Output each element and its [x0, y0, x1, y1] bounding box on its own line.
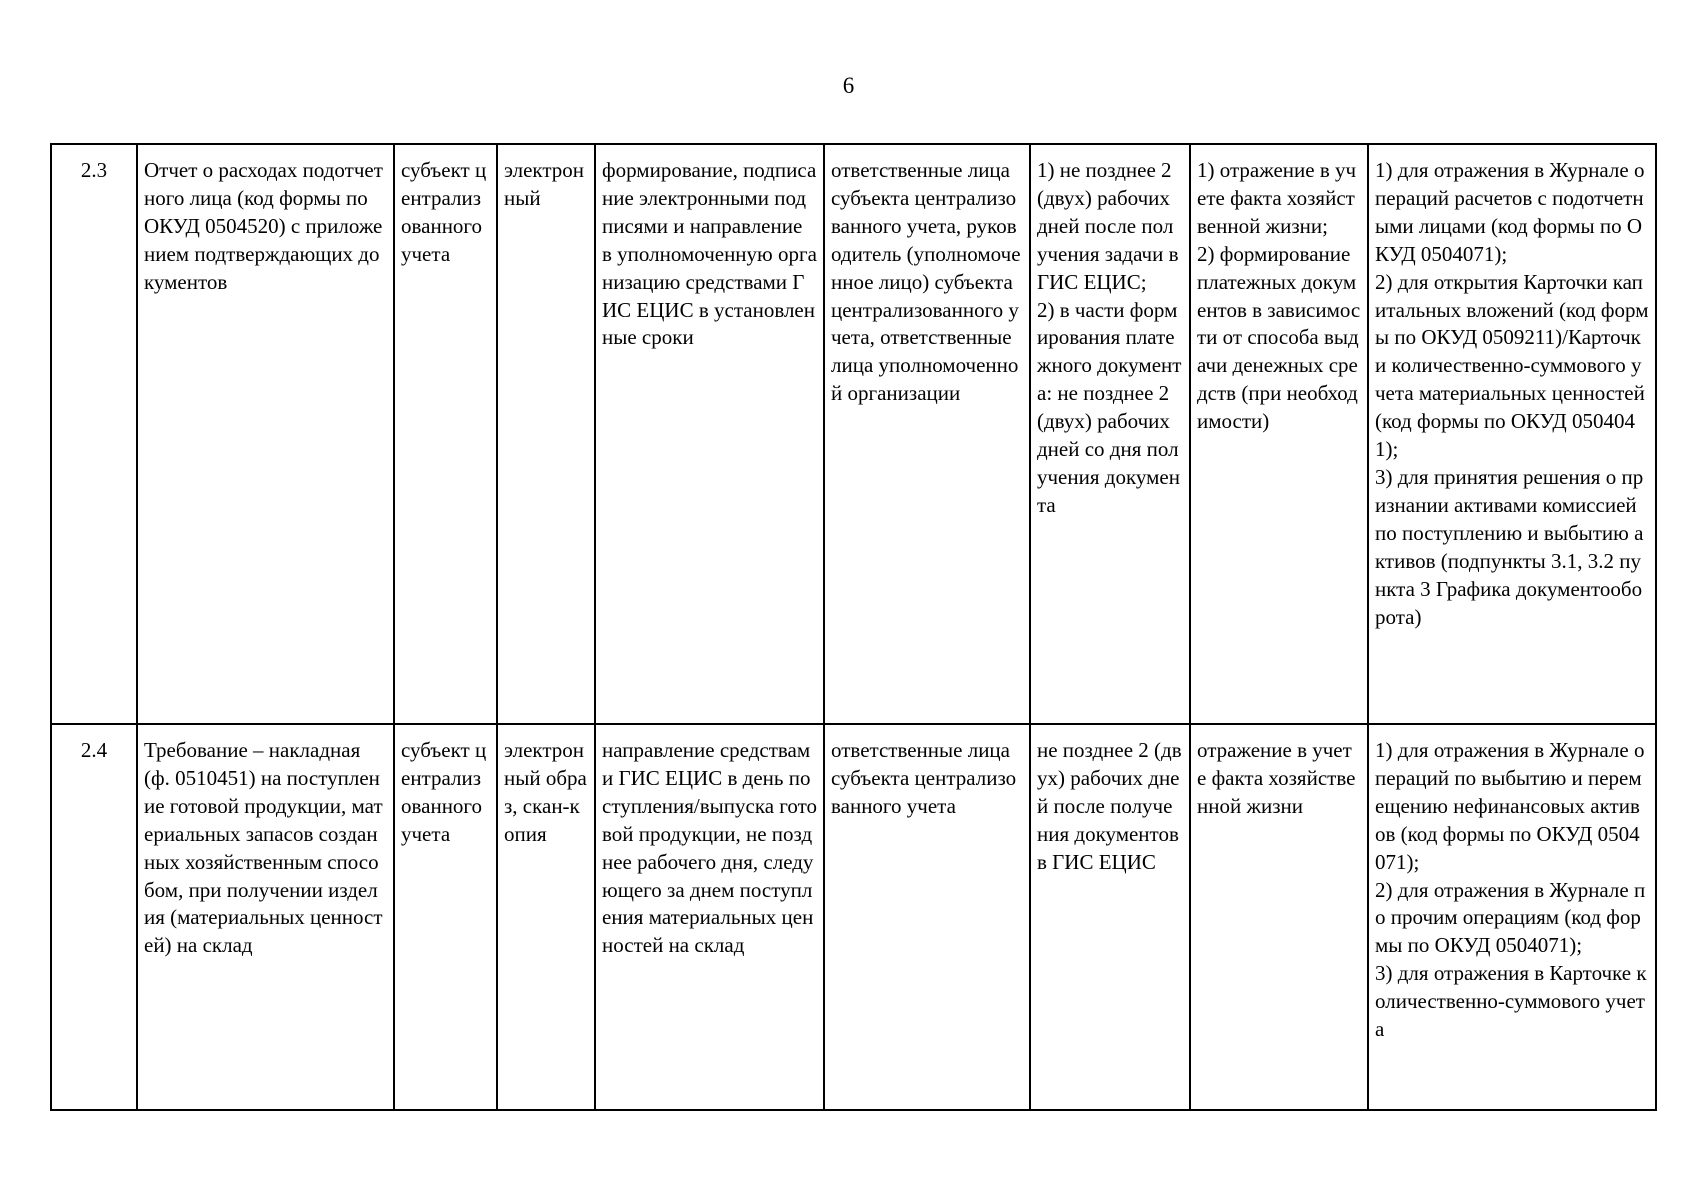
next-step-cell: 1) для отражения в Журнале операций по выбытию и перемещению нефинансовых активов (код формы по ОКУД 0504071); 2) для отражения в Журнале по прочим операциям (код формы по ОКУД 0504071); 3) для отражения в Карточке количественно-суммового учета	[1368, 724, 1656, 1110]
document-name-cell: Требование – накладная (ф. 0510451) на поступление готовой продукции, материальных запасов созданных хозяйственным способом, при получении изделия (материальных ценностей) на склад	[137, 724, 394, 1110]
row-number: 2.3	[51, 144, 137, 724]
format-cell: электронный образ, скан-копия	[497, 724, 595, 1110]
row-number: 2.4	[51, 724, 137, 1110]
deadline-cell: не позднее 2 (двух) рабочих дней после получения документов в ГИС ЕЦИС	[1030, 724, 1190, 1110]
actions-cell: направление средствами ГИС ЕЦИС в день поступления/выпуска готовой продукции, не позднее рабочего дня, следующего за днем поступления материальных ценностей на склад	[595, 724, 824, 1110]
format-cell: электронный	[497, 144, 595, 724]
next-step-cell: 1) для отражения в Журнале операций расчетов с подотчетными лицами (код формы по ОКУД 0504071); 2) для открытия Карточки капитальных вложений (код формы по ОКУД 0509211)/Карточки количественно-суммового учета материальных ценностей (код формы по ОКУД 0504041); 3) для принятия решения о признании активами комиссией по поступлению и выбытию активов (подпункты 3.1, 3.2 пункта 3 Графика документооборота)	[1368, 144, 1656, 724]
composer-cell: субъект централизованного учета	[394, 724, 497, 1110]
page-number: 6	[842, 73, 855, 98]
responsible-cell: ответственные лица субъекта централизованного учета	[824, 724, 1030, 1110]
composer-cell: субъект централизованного учета	[394, 144, 497, 724]
document-name-cell: Отчет о расходах подотчетного лица (код формы по ОКУД 0504520) с приложением подтверждающих документов	[137, 144, 394, 724]
purpose-cell: 1) отражение в учете факта хозяйственной жизни; 2) формирование платежных документов в зависимости от способа выдачи денежных средств (при необходимости)	[1190, 144, 1368, 724]
purpose-cell: отражение в учете факта хозяйственной жизни	[1190, 724, 1368, 1110]
deadline-cell: 1) не позднее 2 (двух) рабочих дней после получения задачи в ГИС ЕЦИС; 2) в части формирования платежного документа: не позднее 2 (двух) рабочих дней со дня получения документа	[1030, 144, 1190, 724]
table-row	[51, 724, 1656, 1110]
document-flow-table	[50, 143, 1657, 1111]
table-row	[51, 144, 1656, 724]
actions-cell: формирование, подписание электронными подписями и направление в уполномоченную организацию средствами ГИС ЕЦИС в установленные сроки	[595, 144, 824, 724]
responsible-cell: ответственные лица субъекта централизованного учета, руководитель (уполномоченное лицо) субъекта централизованного учета, ответственные лица уполномоченной организации	[824, 144, 1030, 724]
